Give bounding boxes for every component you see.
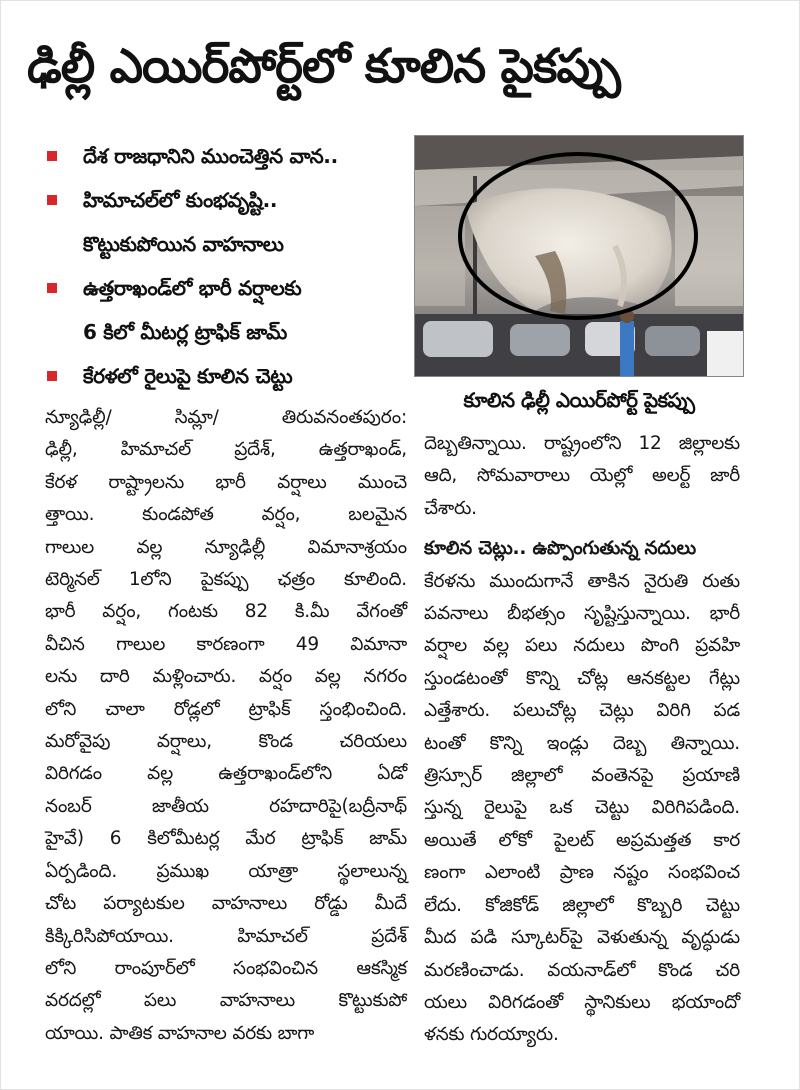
article-line: ణంగా ఎలాంటి ప్రాణ నష్టం సంభవించ <box>424 862 740 884</box>
article-line: లను దారి మళ్లించారు. వర్షం వల్ల నగరం <box>45 666 407 688</box>
article-line: విరిగడం వల్ల ఉత్తరాఖండ్‌లోని ఏడో <box>45 763 407 785</box>
article-line: మీద పడి స్కూటర్‌పై వెళుతున్న వృద్ధుడు <box>424 927 740 949</box>
red-square-bullet-icon <box>47 151 57 161</box>
article-line: పవనాలు బీభత్సం సృష్టిస్తున్నాయి. భారీ <box>424 603 740 625</box>
red-square-bullet-icon <box>47 283 57 293</box>
article-line: భారీ వర్షం, గంటకు 82 కి.మీ వేగంతో <box>45 601 407 623</box>
article-column-left <box>45 402 407 1050</box>
article-line: యాయి. పాతిక వాహనాల వరకు బాగా <box>45 1022 315 1044</box>
article-line: స్తుండటంతో కొన్ని చోట్ల ఆనకట్టల గేట్లు <box>424 667 740 689</box>
article-line: అయితే లోకో పైలట్ అప్రమత్తత కార <box>424 829 740 851</box>
article-line: హైవే) 6 కిలోమీటర్ల మేర ట్రాఫిక్ జామ్ <box>45 828 407 850</box>
article-line: వీచిన గాలుల కారణంగా 49 విమానా <box>45 633 407 655</box>
article-line: వరదల్లో పలు వాహనాలు కొట్టుకుపో <box>45 990 407 1012</box>
article-line: టెర్మినల్ 1లోని పైకప్పు ఛత్రం కూలింది. <box>45 569 407 591</box>
article-column-right <box>424 428 740 1052</box>
article-line: చేశారు. <box>424 497 477 519</box>
article-line: లోని రాంపూర్‌లో సంభవించిన ఆకస్మిక <box>45 957 407 979</box>
headline: ఢిల్లీ ఎయిర్‌పోర్ట్‌లో కూలిన పైకప్పు <box>27 39 620 94</box>
article-line: త్రిస్సూర్ జిల్లాలో వంతెనపై ప్రయాణి <box>424 765 740 787</box>
article-line: చోట పర్యాటకుల వాహనాలు రోడ్డు మీదే <box>45 893 407 915</box>
article-line: న్యూఢిల్లీ/ సిమ్లా/ తిరువనంతపురం: <box>45 407 407 428</box>
bullet-line: కొట్టుకుపోయిన వాహనాలు <box>83 232 284 256</box>
article-line: త్తాయి. కుండపోత వర్షం, బలమైన <box>45 504 407 526</box>
article-line: వర్షాల వల్ల పలు నదులు పొంగి ప్రవహి <box>424 635 740 657</box>
article-line: మరణించాడు. వయనాడ్‌లో కొండ చరి <box>424 959 740 981</box>
red-square-bullet-icon <box>47 371 57 381</box>
article-line: ఢిల్లీ, హిమాచల్ ప్రదేశ్, ఉత్తరాఖండ్, <box>45 439 407 461</box>
article-line: ళనకు గురయ్యారు. <box>424 1024 559 1046</box>
article-line: మరోవైపు వర్షాలు, కొండ చరియలు <box>45 731 407 753</box>
bullet-item <box>45 354 415 398</box>
article-line: నంబర్ జాతీయ రహదారిపై(బద్రీనాథ్ <box>45 795 407 817</box>
article-line: ఏర్పడింది. ప్రముఖ యాత్రా స్థలాలున్న <box>45 860 407 882</box>
bullet-item <box>45 178 415 266</box>
sub-heading: కూలిన చెట్లు.. ఉప్పొంగుతున్న నదులు <box>424 538 696 560</box>
article-line: లేదు. కోజికోడ్ జిల్లాలో కొబ్బరి చెట్టు <box>424 894 740 916</box>
article-line: కిక్కిరిసిపోయాయి. హిమాచల్ ప్రదేశ్ <box>45 925 407 947</box>
red-square-bullet-icon <box>47 195 57 205</box>
article-line: ఆది, సోమవారాలు యెల్లో అలర్ట్ జారీ <box>424 465 740 487</box>
article-line: కేరళ రాష్ట్రాలను భారీ వర్షాలు ముంచె <box>45 471 407 493</box>
paragraph-gap <box>424 525 740 533</box>
bullet-list <box>45 134 415 398</box>
bullet-item <box>45 134 415 178</box>
article-line: టంతో కొన్ని ఇండ్లు దెబ్బ తిన్నాయి. <box>424 732 740 754</box>
article-line: స్తున్న రైలుపై ఒక చెట్టు విరిగిపడింది. <box>424 797 740 819</box>
collapsed-canopy-photo <box>415 136 743 376</box>
article-line: దెబ్బతిన్నాయి. రాష్ట్రంలోని 12 జిల్లాలకు <box>424 433 740 454</box>
bullet-line: దేశ రాజధానిని ముంచెత్తిన వాన.. <box>83 144 338 168</box>
bullet-line: ఉత్తరాఖండ్‌లో భారీ వర్షాలకు <box>83 276 302 300</box>
article-line: గాలుల వల్ల న్యూఢిల్లీ విమానాశ్రయం <box>45 536 407 558</box>
bullet-line: కేరళలో రైలుపై కూలిన చెట్టు <box>83 364 293 388</box>
photo-caption: కూలిన ఢిల్లీ ఎయిర్‌పోర్ట్ పైకప్పు <box>463 388 695 412</box>
news-photo <box>414 135 744 377</box>
article-line: లోని చాలా రోడ్లలో ట్రాఫిక్ స్తంభించింది. <box>45 698 407 720</box>
bullet-item <box>45 266 415 354</box>
article-line: కేరళను ముందుగానే తాకిన నైరుతి రుతు <box>424 570 740 592</box>
article-line: యలు విరిగడంతో స్థానికులు భయాందో <box>424 991 740 1013</box>
article-line: ఎత్తేశారు. పలుచోట్ల చెట్లు విరిగి పడ <box>424 700 740 722</box>
bullet-line: హిమాచల్‌లో కుంభవృష్టి.. <box>83 188 278 212</box>
bullet-line: 6 కిలో మీటర్ల ట్రాఫిక్ జామ్ <box>83 320 288 344</box>
